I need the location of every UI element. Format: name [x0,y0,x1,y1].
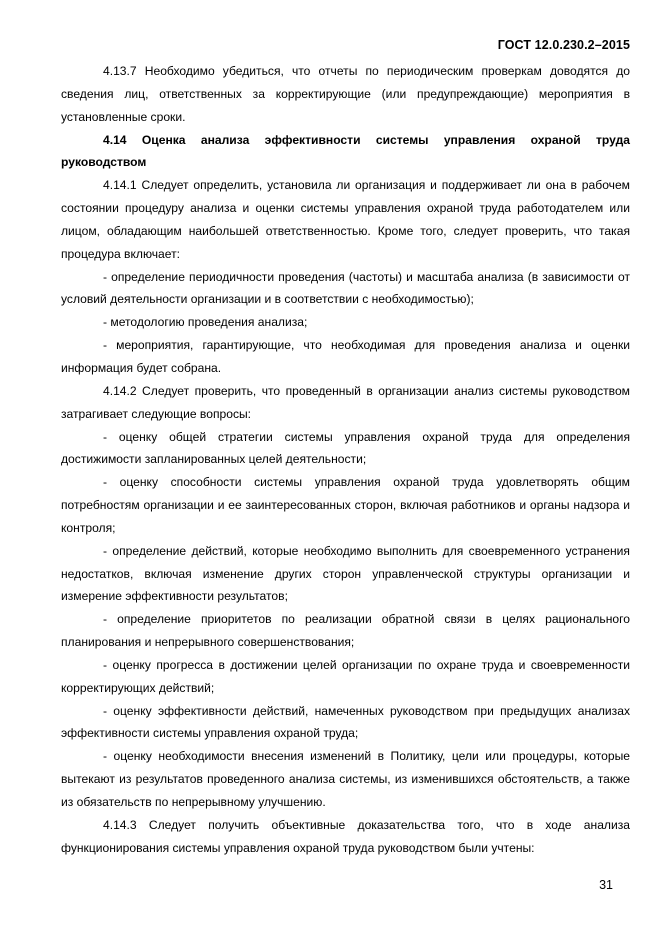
list-item: - определение приоритетов по реализации обратной связи в целях рационального планирования и непрерывного совершенствования; [61,612,630,650]
paragraph-4-14-2: 4.14.2 Следует проверить, что проведенный в организации анализ системы руководством затрагивает следующие вопросы: [61,383,630,421]
list-item: - определение периодичности проведения (частоты) и масштаба анализа (в зависимости от условий деятельности организации и в соответствии с необходимостью); [61,269,630,307]
list-item: - оценку общей стратегии системы управления охраной труда для определения достижимости запланированных целей деятельности; [61,429,630,467]
document-body [61,60,630,860]
list-item: - оценку прогресса в достижении целей организации по охране труда и своевременности корректирующих действий; [61,657,630,695]
paragraph-4-14-1: 4.14.1 Следует определить, установила ли организация и поддерживает ли она в рабочем состоянии процедуру анализа и оценки системы управления охраной труда работодателем или лицом, обладающим наибольшей ответственностью. Кроме того, следует проверить, что такая процедура включает: [61,178,630,261]
list-item: - мероприятия, гарантирующие, что необходимая для проведения анализа и оценки информация будет собрана. [61,338,630,375]
section-heading-4-14: 4.14 Оценка анализа эффективности системы управления охраной труда руководством [61,132,630,170]
page-number: 31 [599,878,613,892]
paragraph-4-14-3: 4.14.3 Следует получить объективные доказательства того, что в ходе анализа функционирования системы управления охраной труда руководством были учтены: [61,817,630,855]
paragraph-4-13-7: 4.13.7 Необходимо убедиться, что отчеты по периодическим проверкам доводятся до сведения лиц, ответственных за корректирующие (или предупреждающие) мероприятия в установленные сроки. [61,64,630,124]
list-item: - оценку способности системы управления охраной труда удовлетворять общим потребностям организации и ее заинтересованных сторон, включая работников и органы надзора и контроля; [61,475,630,535]
document-header: ГОСТ 12.0.230.2–2015 [497,38,630,52]
list-item: - оценку эффективности действий, намеченных руководством при предыдущих анализах эффективности системы управления охраной труда; [61,703,630,741]
list-item: - методологию проведения анализа; [103,315,308,330]
list-item: - оценку необходимости внесения изменений в Политику, цели или процедуры, которые вытекают из результатов проведенного анализа системы, из изменившихся обстоятельств, а также из обязательств по непрерывному улучшению. [61,749,630,809]
list-item: - определение действий, которые необходимо выполнить для своевременного устранения недостатков, включая изменение других сторон управленческой структуры организации и измерение эффективности результатов; [61,543,630,604]
